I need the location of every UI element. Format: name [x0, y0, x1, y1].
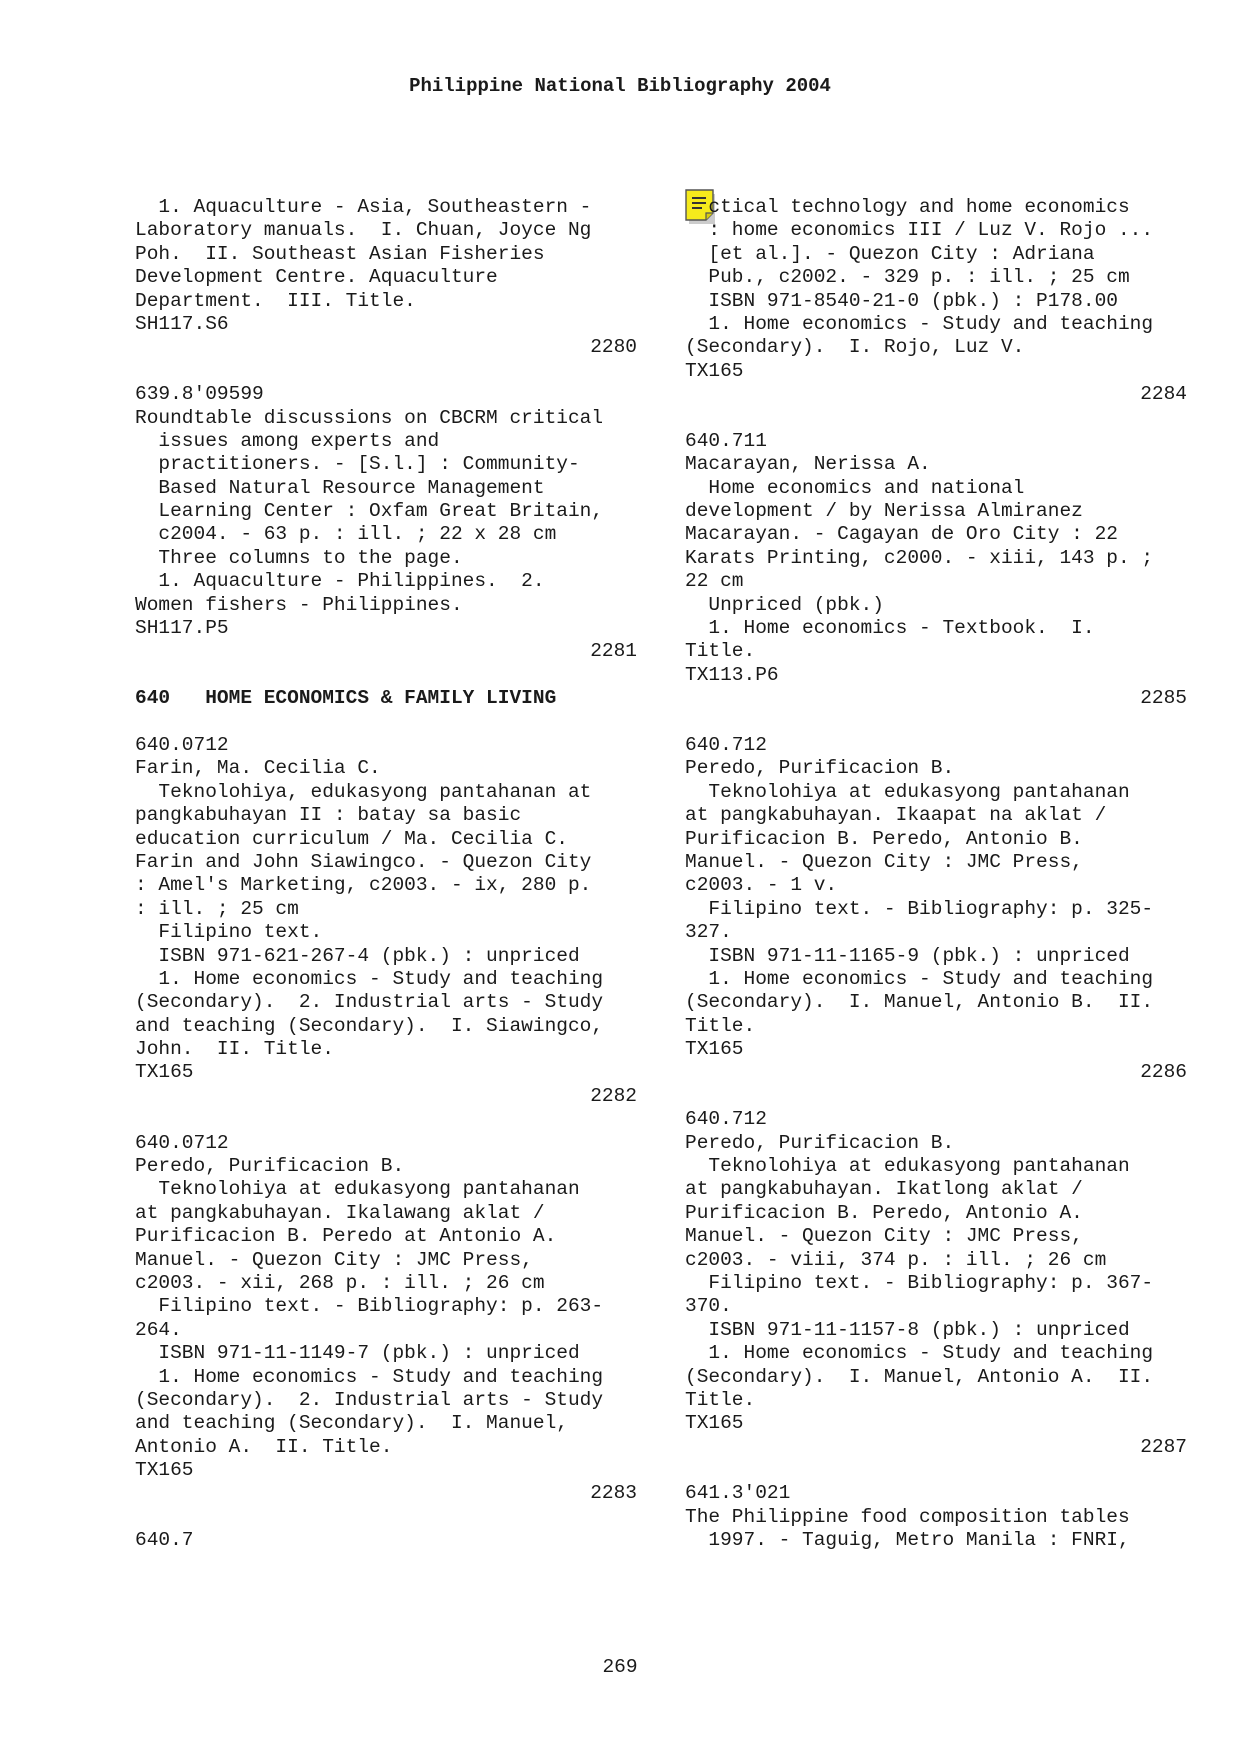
entry-line: (Secondary). 2. Industrial arts - Study: [135, 1388, 604, 1411]
entry-line: development / by Nerissa Almiranez: [685, 500, 1083, 523]
right-column: [685, 196, 1187, 1553]
entry-line: 1. Home economics - Textbook. I.: [685, 617, 1095, 640]
blank-line: [135, 664, 637, 687]
entry-line: ISBN 971-621-267-4 (pbk.) : unpriced: [135, 944, 580, 967]
entry-line: Filipino text. - Bibliography: p. 367-: [685, 1271, 1154, 1294]
entry-line: c2003. - 1 v.: [685, 874, 838, 897]
entry-number: 2284: [1140, 383, 1187, 406]
entry-line: Filipino text.: [135, 921, 323, 944]
entry-line: Three columns to the page.: [135, 546, 463, 569]
entry-number: 2286: [1140, 1061, 1187, 1084]
entry-line: Antonio A. II. Title.: [135, 1435, 393, 1458]
blank-line: [685, 711, 1187, 734]
page-title: Philippine National Bibliography 2004: [409, 75, 831, 97]
entry-line: John. II. Title.: [135, 1038, 334, 1061]
entry-line: 1. Home economics - Study and teaching: [135, 1365, 604, 1388]
blank-line: [135, 711, 637, 734]
entry-line: Filipino text. - Bibliography: p. 263-: [135, 1295, 604, 1318]
entry-line: Manuel. - Quezon City : JMC Press,: [135, 1248, 533, 1271]
entry-line: Farin and John Siawingco. - Quezon City: [135, 850, 592, 873]
entry-line: ISBN 971-11-1149-7 (pbk.) : unpriced: [135, 1342, 580, 1365]
entry-line: : Amel's Marketing, c2003. - ix, 280 p.: [135, 874, 592, 897]
entry-line: 1997. - Taguig, Metro Manila : FNRI,: [685, 1529, 1130, 1552]
blank-line: [685, 1085, 1187, 1108]
entry-number: 2282: [590, 1084, 637, 1107]
entry-line: [et al.]. - Quezon City : Adriana: [685, 242, 1095, 265]
entry-line: TX165: [135, 1459, 194, 1482]
entry-line: Title.: [685, 640, 756, 663]
entry-line: Peredo, Purificacion B.: [685, 757, 955, 780]
entry-line: Macarayan. - Cagayan de Oro City : 22: [685, 523, 1118, 546]
entry-number: 2285: [1140, 687, 1187, 710]
entry-line: Purificacion B. Peredo, Antonio A.: [685, 1201, 1083, 1224]
left-column: [135, 196, 637, 1553]
entry-line: 1. Home economics - Study and teaching: [685, 1342, 1154, 1365]
page-number: 269: [602, 1656, 638, 1678]
entry-line: TX165: [135, 1061, 194, 1084]
blank-line: [685, 1459, 1187, 1482]
entry-line: 640.7: [135, 1529, 194, 1552]
entry-number: 2283: [590, 1482, 637, 1505]
entry-line: Unpriced (pbk.): [685, 593, 884, 616]
entry-number: 2287: [1140, 1435, 1187, 1458]
entry-line: 22 cm: [685, 570, 744, 593]
entry-line: 1. Home economics - Study and teaching: [685, 967, 1154, 990]
entry-line: Title.: [685, 1388, 756, 1411]
blank-line: [135, 1108, 637, 1131]
entry-line: and teaching (Secondary). I. Siawingco,: [135, 1014, 604, 1037]
entry-line: 640.711: [685, 429, 767, 452]
entry-line: education curriculum / Ma. Cecilia C.: [135, 827, 568, 850]
entry-line: Learning Center : Oxfam Great Britain,: [135, 500, 604, 523]
entry-line: Peredo, Purificacion B.: [135, 1155, 405, 1178]
entry-line: (Secondary). I. Rojo, Luz V.: [685, 336, 1025, 359]
entry-line: pangkabuhayan II : batay sa basic: [135, 804, 522, 827]
entry-line: Home economics and national: [685, 476, 1025, 499]
entry-line: Farin, Ma. Cecilia C.: [135, 757, 381, 780]
entry-line: TX165: [685, 1412, 744, 1435]
entry-line: Karats Printing, c2000. - xiii, 143 p. ;: [685, 546, 1154, 569]
entry-line: Pub., c2002. - 329 p. : ill. ; 25 cm: [685, 266, 1130, 289]
entry-line: Poh. II. Southeast Asian Fisheries: [135, 242, 545, 265]
entry-line: Roundtable discussions on CBCRM critical: [135, 406, 604, 429]
entry-line: Women fishers - Philippines.: [135, 593, 463, 616]
entry-line: (Secondary). 2. Industrial arts - Study: [135, 991, 604, 1014]
blank-line: [685, 407, 1187, 430]
entry-line: Peredo, Purificacion B.: [685, 1131, 955, 1154]
entry-line: TX165: [685, 1038, 744, 1061]
entry-line: SH117.P5: [135, 617, 229, 640]
entry-line: c2004. - 63 p. : ill. ; 22 x 28 cm: [135, 523, 557, 546]
entry-line: Manuel. - Quezon City : JMC Press,: [685, 1225, 1083, 1248]
entry-line: 264.: [135, 1318, 182, 1341]
entry-line: 370.: [685, 1295, 732, 1318]
entry-line: TX165: [685, 359, 744, 382]
section-heading: 640 HOME ECONOMICS & FAMILY LIVING: [135, 687, 557, 710]
entry-line: 640.0712: [135, 733, 229, 756]
entry-line: Development Centre. Aquaculture: [135, 266, 498, 289]
entry-line: c2003. - viii, 374 p. : ill. ; 26 cm: [685, 1248, 1107, 1271]
entry-line: practitioners. - [S.l.] : Community-: [135, 453, 580, 476]
blank-line: [135, 360, 637, 383]
entry-line: and teaching (Secondary). I. Manuel,: [135, 1412, 568, 1435]
entry-line: Based Natural Resource Management: [135, 476, 545, 499]
entry-line: at pangkabuhayan. Ikaapat na aklat /: [685, 804, 1107, 827]
entry-line: 640.712: [685, 1108, 767, 1131]
entry-line: ISBN 971-11-1165-9 (pbk.) : unpriced: [685, 944, 1130, 967]
entry-line: Purificacion B. Peredo at Antonio A.: [135, 1225, 557, 1248]
entry-line: : ill. ; 25 cm: [135, 897, 299, 920]
entry-line: Purificacion B. Peredo, Antonio B.: [685, 827, 1083, 850]
entry-line: 640.0712: [135, 1131, 229, 1154]
entry-line: Laboratory manuals. I. Chuan, Joyce Ng: [135, 219, 592, 242]
entry-line: : home economics III / Luz V. Rojo ...: [685, 219, 1154, 242]
entry-line: Macarayan, Nerissa A.: [685, 453, 931, 476]
entry-line: Teknolohiya at edukasyong pantahanan: [685, 780, 1130, 803]
entry-line: 1. Aquaculture - Asia, Southeastern -: [135, 196, 592, 218]
entry-line: 1. Home economics - Study and teaching: [135, 967, 604, 990]
entry-line: (Secondary). I. Manuel, Antonio A. II.: [685, 1365, 1154, 1388]
entry-line: ctical technology and home economics: [685, 196, 1130, 218]
entry-line: (Secondary). I. Manuel, Antonio B. II.: [685, 991, 1154, 1014]
entry-line: issues among experts and: [135, 429, 440, 452]
entry-line: Teknolohiya at edukasyong pantahanan: [135, 1178, 580, 1201]
entry-line: Title.: [685, 1014, 756, 1037]
entry-line: 639.8'09599: [135, 383, 264, 406]
entry-line: ISBN 971-11-1157-8 (pbk.) : unpriced: [685, 1318, 1130, 1341]
entry-line: TX113.P6: [685, 663, 779, 686]
entry-line: Teknolohiya, edukasyong pantahanan at: [135, 780, 592, 803]
entry-number: 2281: [590, 640, 637, 663]
entry-line: ISBN 971-8540-21-0 (pbk.) : P178.00: [685, 289, 1118, 312]
entry-line: at pangkabuhayan. Ikalawang aklat /: [135, 1201, 545, 1224]
entry-line: Teknolohiya at edukasyong pantahanan: [685, 1155, 1130, 1178]
entry-line: 327.: [685, 921, 732, 944]
entry-line: 1. Home economics - Study and teaching: [685, 312, 1154, 335]
entry-number: 2280: [590, 336, 637, 359]
entry-line: Filipino text. - Bibliography: p. 325-: [685, 897, 1154, 920]
entry-line: at pangkabuhayan. Ikatlong aklat /: [685, 1178, 1083, 1201]
entry-line: Manuel. - Quezon City : JMC Press,: [685, 850, 1083, 873]
entry-line: SH117.S6: [135, 312, 229, 335]
blank-line: [135, 1506, 637, 1529]
entry-line: The Philippine food composition tables: [685, 1505, 1130, 1528]
entry-line: Department. III. Title.: [135, 289, 416, 312]
entry-line: 640.712: [685, 733, 767, 756]
entry-line: 641.3'021: [685, 1482, 791, 1505]
entry-line: 1. Aquaculture - Philippines. 2.: [135, 570, 545, 593]
entry-line: c2003. - xii, 268 p. : ill. ; 26 cm: [135, 1271, 545, 1294]
